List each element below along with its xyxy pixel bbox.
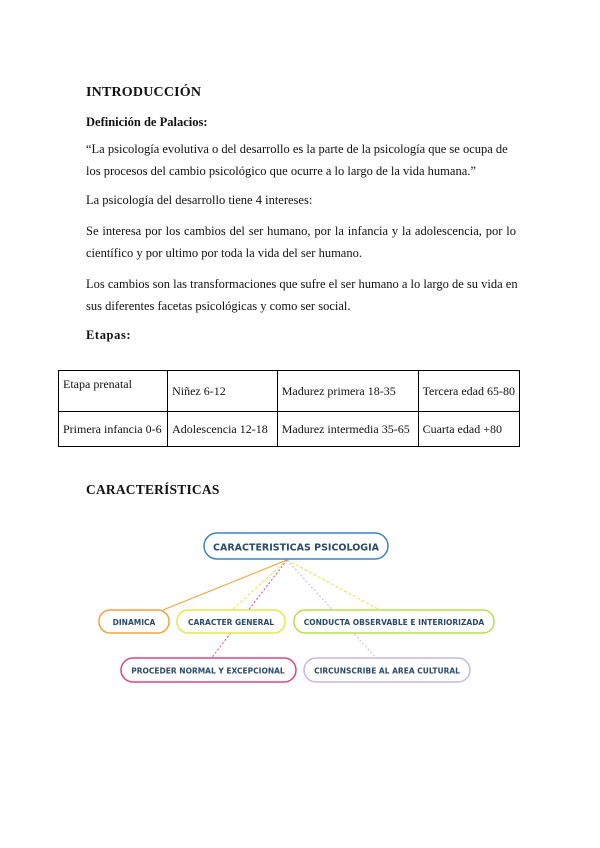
mindmap-node-caracter-general — [177, 610, 285, 633]
root-label: CARACTERISTICAS PSICOLOGIA — [213, 542, 379, 554]
quote-line-1: “La psicología evolutiva o del desarrollo es la parte de la psicología que se ocupa de — [86, 142, 508, 156]
interests-detail-line-2: científico y por ultimo por toda la vida del ser humano. — [86, 246, 362, 260]
table-cell: Primera infancia 0-6 — [59, 412, 168, 447]
characteristics-mindmap — [0, 520, 600, 700]
introduction-heading: INTRODUCCIÓN — [86, 85, 202, 100]
changes-line-1: Los cambios son las transformaciones que sufre el ser humano a lo largo de su vida en — [86, 277, 518, 291]
node-label: CARACTER GENERAL — [187, 618, 275, 627]
connector-caracter-general — [232, 560, 287, 610]
node-label: CONDUCTA OBSERVABLE E INTERIORIZADA — [303, 618, 485, 627]
etapas-table — [58, 370, 520, 447]
node-label: DINAMICA — [112, 618, 156, 627]
table-cell: Etapa prenatal — [59, 371, 168, 412]
table-cell: Madurez intermedia 35-65 — [277, 412, 418, 447]
definition-heading: Definición de Palacios: — [86, 115, 208, 129]
table-cell: Cuarta edad +80 — [418, 412, 519, 447]
connector-dinamica — [163, 560, 287, 610]
quote-line-2: los procesos del cambio psicológico que ocurre a lo largo de la vida humana.” — [86, 164, 476, 178]
connector-conducta — [287, 560, 380, 610]
table-row — [59, 412, 520, 447]
node-label: CIRCUNSCRIBE AL AREA CULTURAL — [314, 666, 460, 676]
table-cell: Adolescencia 12-18 — [168, 412, 278, 447]
characteristics-heading: CARACTERÍSTICAS — [86, 482, 220, 497]
interests-paragraph: La psicología del desarrollo tiene 4 intereses: — [86, 193, 313, 207]
mindmap-node-proceder — [121, 658, 296, 682]
etapas-heading: Etapas: — [86, 328, 132, 342]
mindmap-node-circunscribe — [304, 658, 470, 682]
mindmap-node-conducta — [294, 610, 494, 633]
table-cell: Niñez 6-12 — [168, 371, 278, 412]
node-label: PROCEDER NORMAL Y EXCEPCIONAL — [131, 666, 285, 676]
mindmap-node-dinamica — [99, 610, 169, 633]
interests-detail-line-1: Se interesa por los cambios del ser humano, por la infancia y la adolescencia, por lo — [86, 224, 516, 238]
mindmap-root-node — [204, 533, 388, 559]
table-cell: Tercera edad 65-80 — [418, 371, 519, 412]
table-cell: Madurez primera 18-35 — [277, 371, 418, 412]
changes-line-2: sus diferentes facetas psicológicas y como ser social. — [86, 299, 351, 313]
table-row — [59, 371, 520, 412]
